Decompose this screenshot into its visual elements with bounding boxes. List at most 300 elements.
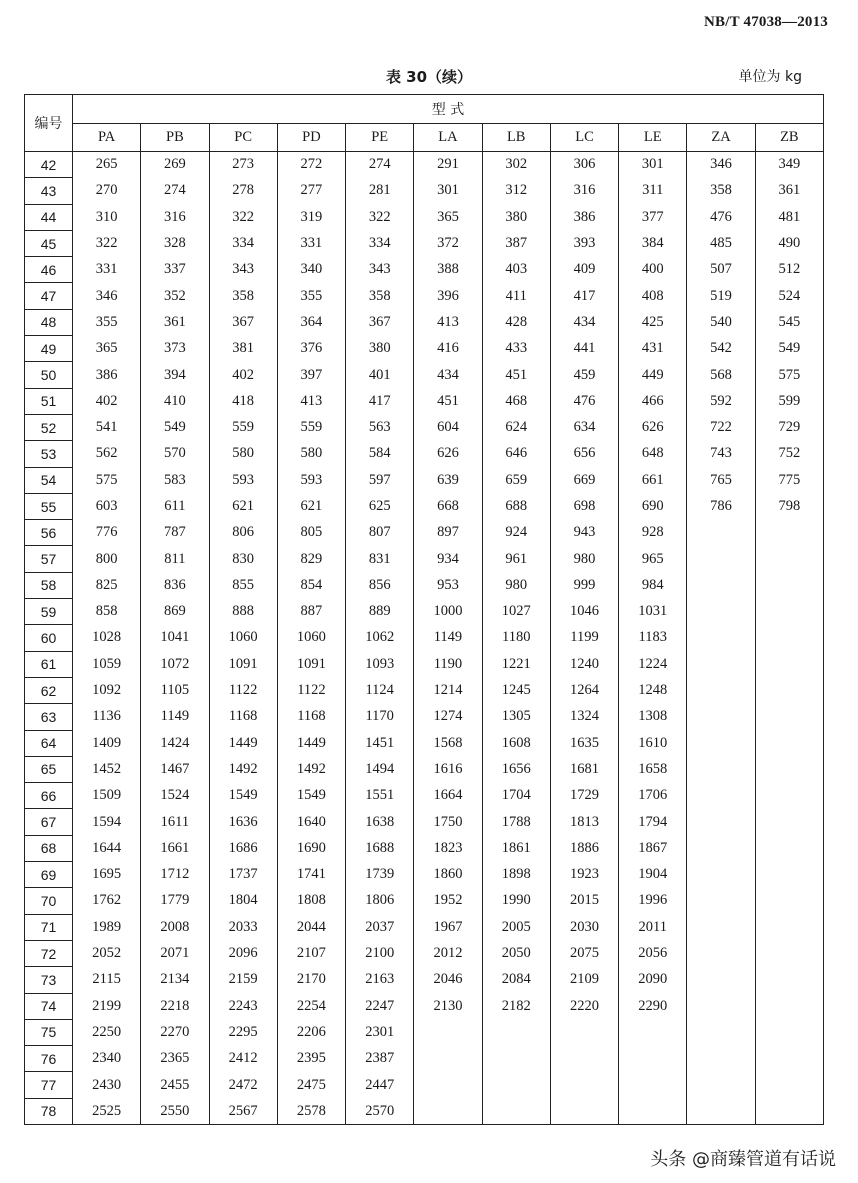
- table-cell: 2134: [141, 967, 209, 993]
- table-cell: [687, 862, 755, 888]
- row-number: 53: [25, 441, 73, 467]
- row-number: 76: [25, 1046, 73, 1072]
- table-cell: 2163: [346, 967, 414, 993]
- table-cell: 1072: [141, 651, 209, 677]
- table-row: [25, 730, 824, 756]
- table-cell: 1149: [141, 704, 209, 730]
- table-cell: 418: [209, 388, 277, 414]
- table-cell: [687, 520, 755, 546]
- table-cell: 349: [755, 152, 823, 178]
- table-cell: [687, 572, 755, 598]
- table-cell: 858: [73, 599, 141, 625]
- table-cell: 1729: [550, 783, 618, 809]
- table-cell: 1027: [482, 599, 550, 625]
- table-cell: 387: [482, 230, 550, 256]
- table-cell: 639: [414, 467, 482, 493]
- table-cell: 346: [73, 283, 141, 309]
- table-row: [25, 651, 824, 677]
- table-cell: 340: [277, 257, 345, 283]
- table-cell: 409: [550, 257, 618, 283]
- table-cell: [687, 888, 755, 914]
- row-number: 57: [25, 546, 73, 572]
- table-cell: 2037: [346, 914, 414, 940]
- row-number: 51: [25, 388, 73, 414]
- table-cell: 277: [277, 178, 345, 204]
- column-header-pb: PB: [141, 124, 209, 152]
- table-cell: 1635: [550, 730, 618, 756]
- row-number: 45: [25, 230, 73, 256]
- table-cell: [687, 967, 755, 993]
- column-header-lb: LB: [482, 124, 550, 152]
- table-cell: 787: [141, 520, 209, 546]
- table-cell: 825: [73, 572, 141, 598]
- table-cell: 441: [550, 336, 618, 362]
- table-cell: 1324: [550, 704, 618, 730]
- table-cell: 1611: [141, 809, 209, 835]
- table-cell: 434: [414, 362, 482, 388]
- table-cell: 549: [755, 336, 823, 362]
- table-row: [25, 362, 824, 388]
- table-cell: [687, 651, 755, 677]
- table-cell: 361: [141, 309, 209, 335]
- table-cell: 1046: [550, 599, 618, 625]
- row-number: 63: [25, 704, 73, 730]
- table-cell: 1996: [619, 888, 687, 914]
- table-cell: 2447: [346, 1072, 414, 1098]
- table-cell: [755, 888, 823, 914]
- table-cell: 1041: [141, 625, 209, 651]
- table-cell: 278: [209, 178, 277, 204]
- table-cell: 1214: [414, 677, 482, 703]
- row-number: 54: [25, 467, 73, 493]
- unit-label: 单位为 kg: [738, 69, 802, 85]
- table-cell: 1136: [73, 704, 141, 730]
- table-cell: 2254: [277, 993, 345, 1019]
- table-cell: 621: [209, 493, 277, 519]
- row-number: 49: [25, 336, 73, 362]
- table-cell: 806: [209, 520, 277, 546]
- column-header-la: LA: [414, 124, 482, 152]
- table-cell: 624: [482, 414, 550, 440]
- row-number: 60: [25, 625, 73, 651]
- table-cell: 1695: [73, 862, 141, 888]
- table-cell: [755, 967, 823, 993]
- row-number: 68: [25, 835, 73, 861]
- table-cell: 403: [482, 257, 550, 283]
- table-cell: 322: [346, 204, 414, 230]
- table-cell: 425: [619, 309, 687, 335]
- table-cell: 365: [414, 204, 482, 230]
- table-cell: 1305: [482, 704, 550, 730]
- table-cell: 1451: [346, 730, 414, 756]
- row-number: 55: [25, 493, 73, 519]
- table-cell: 2295: [209, 1019, 277, 1045]
- table-cell: [687, 993, 755, 1019]
- table-cell: [755, 730, 823, 756]
- table-cell: 394: [141, 362, 209, 388]
- table-cell: 2015: [550, 888, 618, 914]
- table-cell: 377: [619, 204, 687, 230]
- column-header-pc: PC: [209, 124, 277, 152]
- table-cell: 1762: [73, 888, 141, 914]
- table-cell: 1706: [619, 783, 687, 809]
- table-cell: 355: [277, 283, 345, 309]
- table-cell: 1904: [619, 862, 687, 888]
- column-header-pd: PD: [277, 124, 345, 152]
- table-cell: [755, 940, 823, 966]
- table-cell: 331: [277, 230, 345, 256]
- table-cell: 2109: [550, 967, 618, 993]
- table-cell: [755, 520, 823, 546]
- table-cell: 562: [73, 441, 141, 467]
- table-cell: 811: [141, 546, 209, 572]
- table-cell: 634: [550, 414, 618, 440]
- row-number: 71: [25, 914, 73, 940]
- table-cell: 1168: [277, 704, 345, 730]
- table-cell: 2365: [141, 1046, 209, 1072]
- table-cell: 2270: [141, 1019, 209, 1045]
- row-number: 59: [25, 599, 73, 625]
- table-cell: 1492: [209, 756, 277, 782]
- table-cell: 1638: [346, 809, 414, 835]
- table-cell: 376: [277, 336, 345, 362]
- table-row: [25, 520, 824, 546]
- table-cell: 386: [73, 362, 141, 388]
- table-cell: 334: [346, 230, 414, 256]
- table-row: [25, 178, 824, 204]
- row-number: 67: [25, 809, 73, 835]
- table-cell: 1568: [414, 730, 482, 756]
- table-cell: 316: [550, 178, 618, 204]
- table-cell: 301: [619, 152, 687, 178]
- table-cell: 830: [209, 546, 277, 572]
- table-cell: 270: [73, 178, 141, 204]
- table-cell: [755, 1098, 823, 1124]
- table-cell: 1122: [277, 677, 345, 703]
- table-cell: 1092: [73, 677, 141, 703]
- table-cell: 592: [687, 388, 755, 414]
- table-cell: 593: [209, 467, 277, 493]
- table-cell: [755, 651, 823, 677]
- table-cell: 888: [209, 599, 277, 625]
- table-cell: 1967: [414, 914, 482, 940]
- table-cell: [482, 1046, 550, 1072]
- table-cell: 1248: [619, 677, 687, 703]
- table-cell: 805: [277, 520, 345, 546]
- table-cell: [619, 1098, 687, 1124]
- table-cell: 274: [141, 178, 209, 204]
- table-cell: 786: [687, 493, 755, 519]
- table-cell: 1688: [346, 835, 414, 861]
- table-cell: 1170: [346, 704, 414, 730]
- column-header-lc: LC: [550, 124, 618, 152]
- table-cell: 1190: [414, 651, 482, 677]
- table-cell: 1549: [277, 783, 345, 809]
- type-header: 型 式: [73, 95, 824, 124]
- table-cell: 2011: [619, 914, 687, 940]
- table-cell: 836: [141, 572, 209, 598]
- table-cell: 575: [755, 362, 823, 388]
- column-header-le: LE: [619, 124, 687, 152]
- table-cell: 466: [619, 388, 687, 414]
- table-cell: [755, 993, 823, 1019]
- table-cell: 1750: [414, 809, 482, 835]
- table-cell: 384: [619, 230, 687, 256]
- table-row: [25, 283, 824, 309]
- table-row: [25, 756, 824, 782]
- table-row: [25, 967, 824, 993]
- table-cell: 310: [73, 204, 141, 230]
- table-cell: [482, 1019, 550, 1045]
- row-number: 73: [25, 967, 73, 993]
- row-number: 62: [25, 677, 73, 703]
- table-cell: 2525: [73, 1098, 141, 1124]
- table-cell: 372: [414, 230, 482, 256]
- table-cell: 2182: [482, 993, 550, 1019]
- table-title: 表 30（续）: [385, 68, 473, 86]
- table-cell: [414, 1046, 482, 1072]
- table-cell: 431: [619, 336, 687, 362]
- table-cell: 1149: [414, 625, 482, 651]
- table-cell: 507: [687, 257, 755, 283]
- table-cell: 854: [277, 572, 345, 598]
- table-cell: [755, 704, 823, 730]
- table-cell: 659: [482, 467, 550, 493]
- table-cell: 698: [550, 493, 618, 519]
- table-cell: 2096: [209, 940, 277, 966]
- table-cell: 343: [346, 257, 414, 283]
- table-cell: 626: [414, 441, 482, 467]
- watermark: 头条 @商臻管道有话说: [646, 1145, 840, 1171]
- table-cell: 1509: [73, 783, 141, 809]
- table-cell: 1886: [550, 835, 618, 861]
- table-cell: 476: [687, 204, 755, 230]
- table-cell: [550, 1098, 618, 1124]
- table-cell: 2455: [141, 1072, 209, 1098]
- table-row: [25, 152, 824, 178]
- table-cell: 2412: [209, 1046, 277, 1072]
- table-cell: 575: [73, 467, 141, 493]
- table-cell: 380: [482, 204, 550, 230]
- table-cell: [687, 599, 755, 625]
- table-cell: [687, 1072, 755, 1098]
- table-cell: 549: [141, 414, 209, 440]
- table-cell: 402: [73, 388, 141, 414]
- row-number: 65: [25, 756, 73, 782]
- table-cell: 1494: [346, 756, 414, 782]
- table-cell: 690: [619, 493, 687, 519]
- table-cell: 1180: [482, 625, 550, 651]
- table-cell: [482, 1072, 550, 1098]
- table-cell: 928: [619, 520, 687, 546]
- table-cell: 1060: [277, 625, 345, 651]
- table-cell: 1524: [141, 783, 209, 809]
- table-cell: 621: [277, 493, 345, 519]
- table-row: [25, 599, 824, 625]
- table-cell: 1245: [482, 677, 550, 703]
- row-number: 44: [25, 204, 73, 230]
- table-cell: 449: [619, 362, 687, 388]
- table-cell: 1060: [209, 625, 277, 651]
- table-row: [25, 336, 824, 362]
- table-body: [25, 152, 824, 1125]
- table-cell: 559: [209, 414, 277, 440]
- table-cell: 459: [550, 362, 618, 388]
- table-cell: 2243: [209, 993, 277, 1019]
- table-cell: 393: [550, 230, 618, 256]
- table-cell: [619, 1072, 687, 1098]
- table-cell: 1923: [550, 862, 618, 888]
- column-header-za: ZA: [687, 124, 755, 152]
- table-cell: 646: [482, 441, 550, 467]
- table-cell: 352: [141, 283, 209, 309]
- table-cell: 1658: [619, 756, 687, 782]
- table-row: [25, 546, 824, 572]
- table-cell: 541: [73, 414, 141, 440]
- table-cell: 1062: [346, 625, 414, 651]
- table-cell: [755, 546, 823, 572]
- table-cell: 272: [277, 152, 345, 178]
- table-cell: 346: [687, 152, 755, 178]
- table-cell: 807: [346, 520, 414, 546]
- table-cell: 302: [482, 152, 550, 178]
- table-cell: 306: [550, 152, 618, 178]
- table-cell: 1031: [619, 599, 687, 625]
- table-cell: [687, 1098, 755, 1124]
- table-cell: 2199: [73, 993, 141, 1019]
- table-cell: 322: [209, 204, 277, 230]
- table-cell: 722: [687, 414, 755, 440]
- table-cell: 380: [346, 336, 414, 362]
- table-cell: 593: [277, 467, 345, 493]
- table-cell: 743: [687, 441, 755, 467]
- table-row: [25, 940, 824, 966]
- table-cell: 1952: [414, 888, 482, 914]
- table-cell: 358: [209, 283, 277, 309]
- table-cell: 943: [550, 520, 618, 546]
- table-cell: 1644: [73, 835, 141, 861]
- table-cell: 688: [482, 493, 550, 519]
- table-cell: 311: [619, 178, 687, 204]
- table-row: [25, 1046, 824, 1072]
- table-cell: [755, 625, 823, 651]
- table-cell: 408: [619, 283, 687, 309]
- table-cell: 1594: [73, 809, 141, 835]
- table-cell: 668: [414, 493, 482, 519]
- table-cell: 2044: [277, 914, 345, 940]
- table-cell: 2159: [209, 967, 277, 993]
- table-cell: 1240: [550, 651, 618, 677]
- table-cell: 2046: [414, 967, 482, 993]
- table-row: [25, 993, 824, 1019]
- table-cell: 887: [277, 599, 345, 625]
- table-cell: [550, 1046, 618, 1072]
- table-cell: 563: [346, 414, 414, 440]
- table-row: [25, 888, 824, 914]
- table-cell: 1788: [482, 809, 550, 835]
- table-cell: 434: [550, 309, 618, 335]
- table-cell: [687, 1019, 755, 1045]
- table-cell: 413: [277, 388, 345, 414]
- table-cell: 2012: [414, 940, 482, 966]
- column-header-row: [25, 124, 824, 152]
- table-cell: 1028: [73, 625, 141, 651]
- table-cell: [687, 625, 755, 651]
- table-cell: 648: [619, 441, 687, 467]
- table-cell: 2340: [73, 1046, 141, 1072]
- index-header: 编号: [25, 95, 73, 152]
- table-cell: 656: [550, 441, 618, 467]
- table-cell: [687, 546, 755, 572]
- table-cell: 281: [346, 178, 414, 204]
- table-cell: 411: [482, 283, 550, 309]
- table-cell: 1860: [414, 862, 482, 888]
- table-cell: 1989: [73, 914, 141, 940]
- row-number: 75: [25, 1019, 73, 1045]
- table-cell: 1183: [619, 625, 687, 651]
- table-cell: 269: [141, 152, 209, 178]
- table-cell: 1823: [414, 835, 482, 861]
- table-cell: 984: [619, 572, 687, 598]
- table-cell: [414, 1098, 482, 1124]
- table-cell: 2430: [73, 1072, 141, 1098]
- table-cell: 2206: [277, 1019, 345, 1045]
- table-cell: 897: [414, 520, 482, 546]
- table-row: [25, 835, 824, 861]
- table-cell: 2290: [619, 993, 687, 1019]
- row-number: 58: [25, 572, 73, 598]
- table-cell: 1122: [209, 677, 277, 703]
- table-cell: 1898: [482, 862, 550, 888]
- table-cell: 1739: [346, 862, 414, 888]
- table-cell: 580: [277, 441, 345, 467]
- table-cell: 410: [141, 388, 209, 414]
- table-cell: 584: [346, 441, 414, 467]
- column-header-zb: ZB: [755, 124, 823, 152]
- table-row: [25, 809, 824, 835]
- table-cell: 580: [209, 441, 277, 467]
- table-cell: 1091: [209, 651, 277, 677]
- table-cell: 1686: [209, 835, 277, 861]
- table-cell: 274: [346, 152, 414, 178]
- table-cell: 599: [755, 388, 823, 414]
- table-cell: [550, 1072, 618, 1098]
- table-cell: 1656: [482, 756, 550, 782]
- table-cell: 417: [550, 283, 618, 309]
- table-row: [25, 572, 824, 598]
- table-row: [25, 257, 824, 283]
- table-cell: 1804: [209, 888, 277, 914]
- table-cell: 1221: [482, 651, 550, 677]
- table-cell: 301: [414, 178, 482, 204]
- table-cell: 559: [277, 414, 345, 440]
- table-cell: [687, 783, 755, 809]
- table-cell: [755, 756, 823, 782]
- table-cell: [482, 1098, 550, 1124]
- table-cell: [619, 1019, 687, 1045]
- table-cell: 519: [687, 283, 755, 309]
- table-cell: 1168: [209, 704, 277, 730]
- table-cell: [414, 1019, 482, 1045]
- table-cell: 597: [346, 467, 414, 493]
- table-cell: 476: [550, 388, 618, 414]
- row-number: 48: [25, 309, 73, 335]
- table-cell: 1704: [482, 783, 550, 809]
- table-cell: 2220: [550, 993, 618, 1019]
- table-row: [25, 1072, 824, 1098]
- table-cell: [687, 835, 755, 861]
- table-cell: 367: [209, 309, 277, 335]
